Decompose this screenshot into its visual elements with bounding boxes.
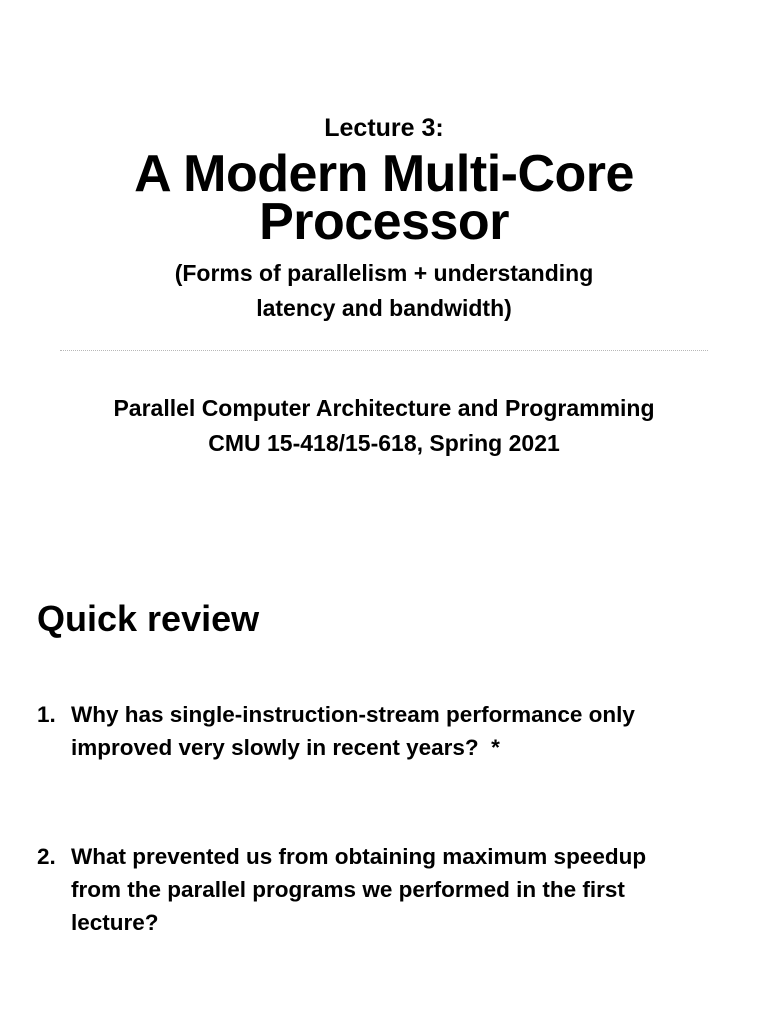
dotted-divider: [60, 350, 708, 351]
course-line-2: CMU 15-418/15-618, Spring 2021: [208, 430, 560, 456]
question-text: What prevented us from obtaining maximum speedup from the parallel programs we performed in the first lecture?: [71, 844, 647, 935]
subtitle: [0, 256, 768, 326]
review-heading: Quick review: [37, 598, 260, 639]
title-line-2: Processor: [259, 193, 509, 251]
title-slide: [0, 0, 768, 500]
course-line-1: Parallel Computer Architecture and Programming: [113, 395, 655, 421]
question-number: 2.: [37, 844, 56, 869]
question-text: Why has single-instruction-stream performance only improved very slowly in recent years? *: [71, 702, 635, 760]
title-line-1: A Modern Multi-Core: [134, 145, 634, 203]
page-title: [0, 145, 768, 251]
subtitle-line-2: latency and bandwidth): [256, 295, 512, 321]
question-item: [37, 698, 737, 764]
question-number: 1.: [37, 702, 56, 727]
question-item: [37, 840, 737, 939]
lecture-label: Lecture 3:: [324, 114, 444, 142]
subtitle-line-1: (Forms of parallelism + understanding: [174, 260, 594, 286]
course-info: [0, 391, 768, 461]
